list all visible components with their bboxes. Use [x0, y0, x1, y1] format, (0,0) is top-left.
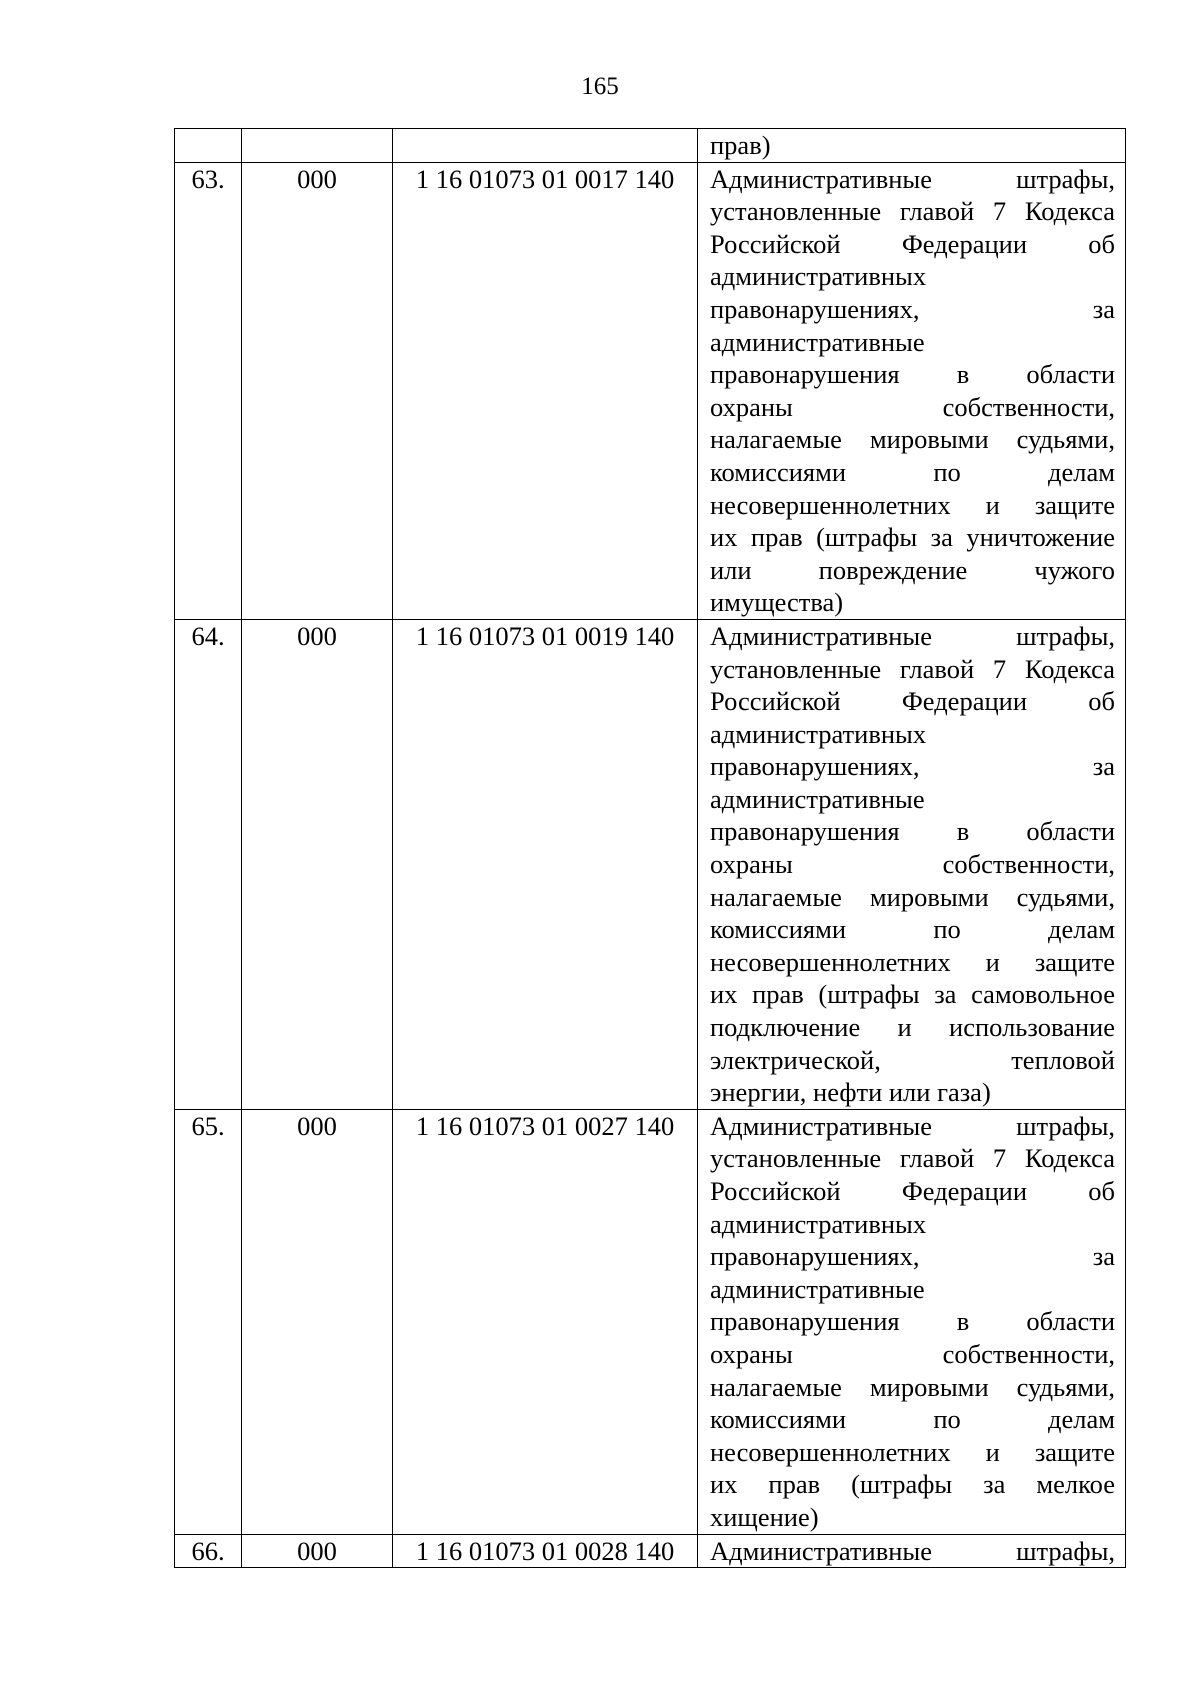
description-line: административных	[710, 1208, 927, 1239]
admin-code: 000	[297, 620, 337, 651]
description-line: Административные штрафы,	[710, 1535, 1115, 1566]
table-body	[175, 129, 1126, 1568]
description-line: комиссиями по делам	[710, 1404, 1115, 1435]
budget-code: 1 16 01073 01 0028 140	[415, 1535, 675, 1566]
admin-code-cell	[242, 619, 393, 1109]
description-line: их прав (штрафы за самовольное	[710, 979, 1115, 1010]
description-line: Российской Федерации об	[710, 686, 1115, 717]
row-number: 65.	[191, 1110, 225, 1141]
description-line: установленные главой 7 Кодекса	[710, 196, 1115, 227]
budget-code: 1 16 01073 01 0027 140	[415, 1110, 675, 1141]
description-line: охраны собственности,	[710, 849, 1115, 880]
admin-code-cell	[242, 1109, 393, 1534]
description-line: их прав (штрафы за мелкое	[710, 1469, 1115, 1500]
row-number-cell	[175, 619, 242, 1109]
table-row	[175, 1109, 1126, 1534]
budget-code: 1 16 01073 01 0017 140	[415, 163, 675, 194]
row-number: 66.	[191, 1535, 225, 1566]
description-line: правонарушениях, за	[710, 1241, 1115, 1272]
description-line: Административные штрафы,	[710, 620, 1115, 651]
description-cell	[698, 129, 1126, 163]
description-line: Административные штрафы,	[710, 1110, 1115, 1141]
table-row	[175, 619, 1126, 1109]
description-cell	[698, 1109, 1126, 1534]
admin-code: 000	[297, 1535, 337, 1566]
description-line: административных	[710, 261, 927, 292]
description-cell	[698, 619, 1126, 1109]
admin-code-cell	[242, 1534, 393, 1568]
description-line: несовершеннолетних и защите	[710, 1436, 1115, 1467]
admin-code: 000	[297, 1110, 337, 1141]
budget-codes-table	[174, 128, 1126, 1568]
admin-code: 000	[297, 163, 337, 194]
description-line: несовершеннолетних и защите	[710, 946, 1115, 977]
description-line: комиссиями по делам	[710, 914, 1115, 945]
description-cell	[698, 1534, 1126, 1568]
budget-code-cell	[393, 619, 698, 1109]
row-number: 63.	[191, 163, 225, 194]
description-line: прав)	[710, 130, 771, 160]
description-line: правонарушениях, за	[710, 751, 1115, 782]
description-line: несовершеннолетних и защите	[710, 489, 1115, 520]
page-number: 165	[581, 73, 619, 100]
table-row-continuation	[175, 129, 1126, 163]
description-line: Российской Федерации об	[710, 228, 1115, 259]
description-line: административные	[710, 1273, 925, 1304]
row-number: 64.	[191, 620, 225, 651]
budget-code-cell	[393, 162, 698, 619]
description-line: административных	[710, 718, 927, 749]
description-line: установленные главой 7 Кодекса	[710, 653, 1115, 684]
budget-code-cell	[393, 129, 698, 163]
description-line: охраны собственности,	[710, 391, 1115, 422]
description-line: имущества)	[710, 587, 844, 618]
admin-code-cell	[242, 162, 393, 619]
description-line: энергии, нефти или газа)	[710, 1077, 991, 1108]
description-line: хищение)	[710, 1501, 819, 1532]
row-number-cell	[175, 162, 242, 619]
budget-code: 1 16 01073 01 0019 140	[415, 620, 675, 651]
description-line: налагаемые мировыми судьями,	[710, 1371, 1115, 1402]
description-line: подключение и использование	[710, 1012, 1115, 1043]
description-line: комиссиями по делам	[710, 456, 1115, 487]
row-number-cell	[175, 1534, 242, 1568]
table-row	[175, 1534, 1126, 1568]
description-line: их прав (штрафы за уничтожение	[710, 522, 1115, 553]
budget-code-cell	[393, 1109, 698, 1534]
description-line: установленные главой 7 Кодекса	[710, 1143, 1115, 1174]
description-line: правонарушения в области	[710, 359, 1115, 390]
description-line: налагаемые мировыми судьями,	[710, 424, 1115, 455]
description-line: налагаемые мировыми судьями,	[710, 881, 1115, 912]
budget-code-cell	[393, 1534, 698, 1568]
row-number-cell	[175, 1109, 242, 1534]
description-line: Административные штрафы,	[710, 163, 1115, 194]
description-line: или повреждение чужого	[710, 554, 1115, 585]
table-row	[175, 162, 1126, 619]
description-line: административные	[710, 326, 925, 357]
description-line: правонарушения в области	[710, 816, 1115, 847]
description-line: электрической, тепловой	[710, 1044, 1115, 1075]
description-cell	[698, 162, 1126, 619]
description-line: правонарушениях, за	[710, 293, 1115, 324]
description-line: Российской Федерации об	[710, 1176, 1115, 1206]
description-line: административные	[710, 783, 925, 814]
description-line: правонарушения в области	[710, 1306, 1115, 1337]
description-line: охраны собственности,	[710, 1338, 1115, 1369]
admin-code-cell	[242, 129, 393, 163]
row-number-cell	[175, 129, 242, 163]
